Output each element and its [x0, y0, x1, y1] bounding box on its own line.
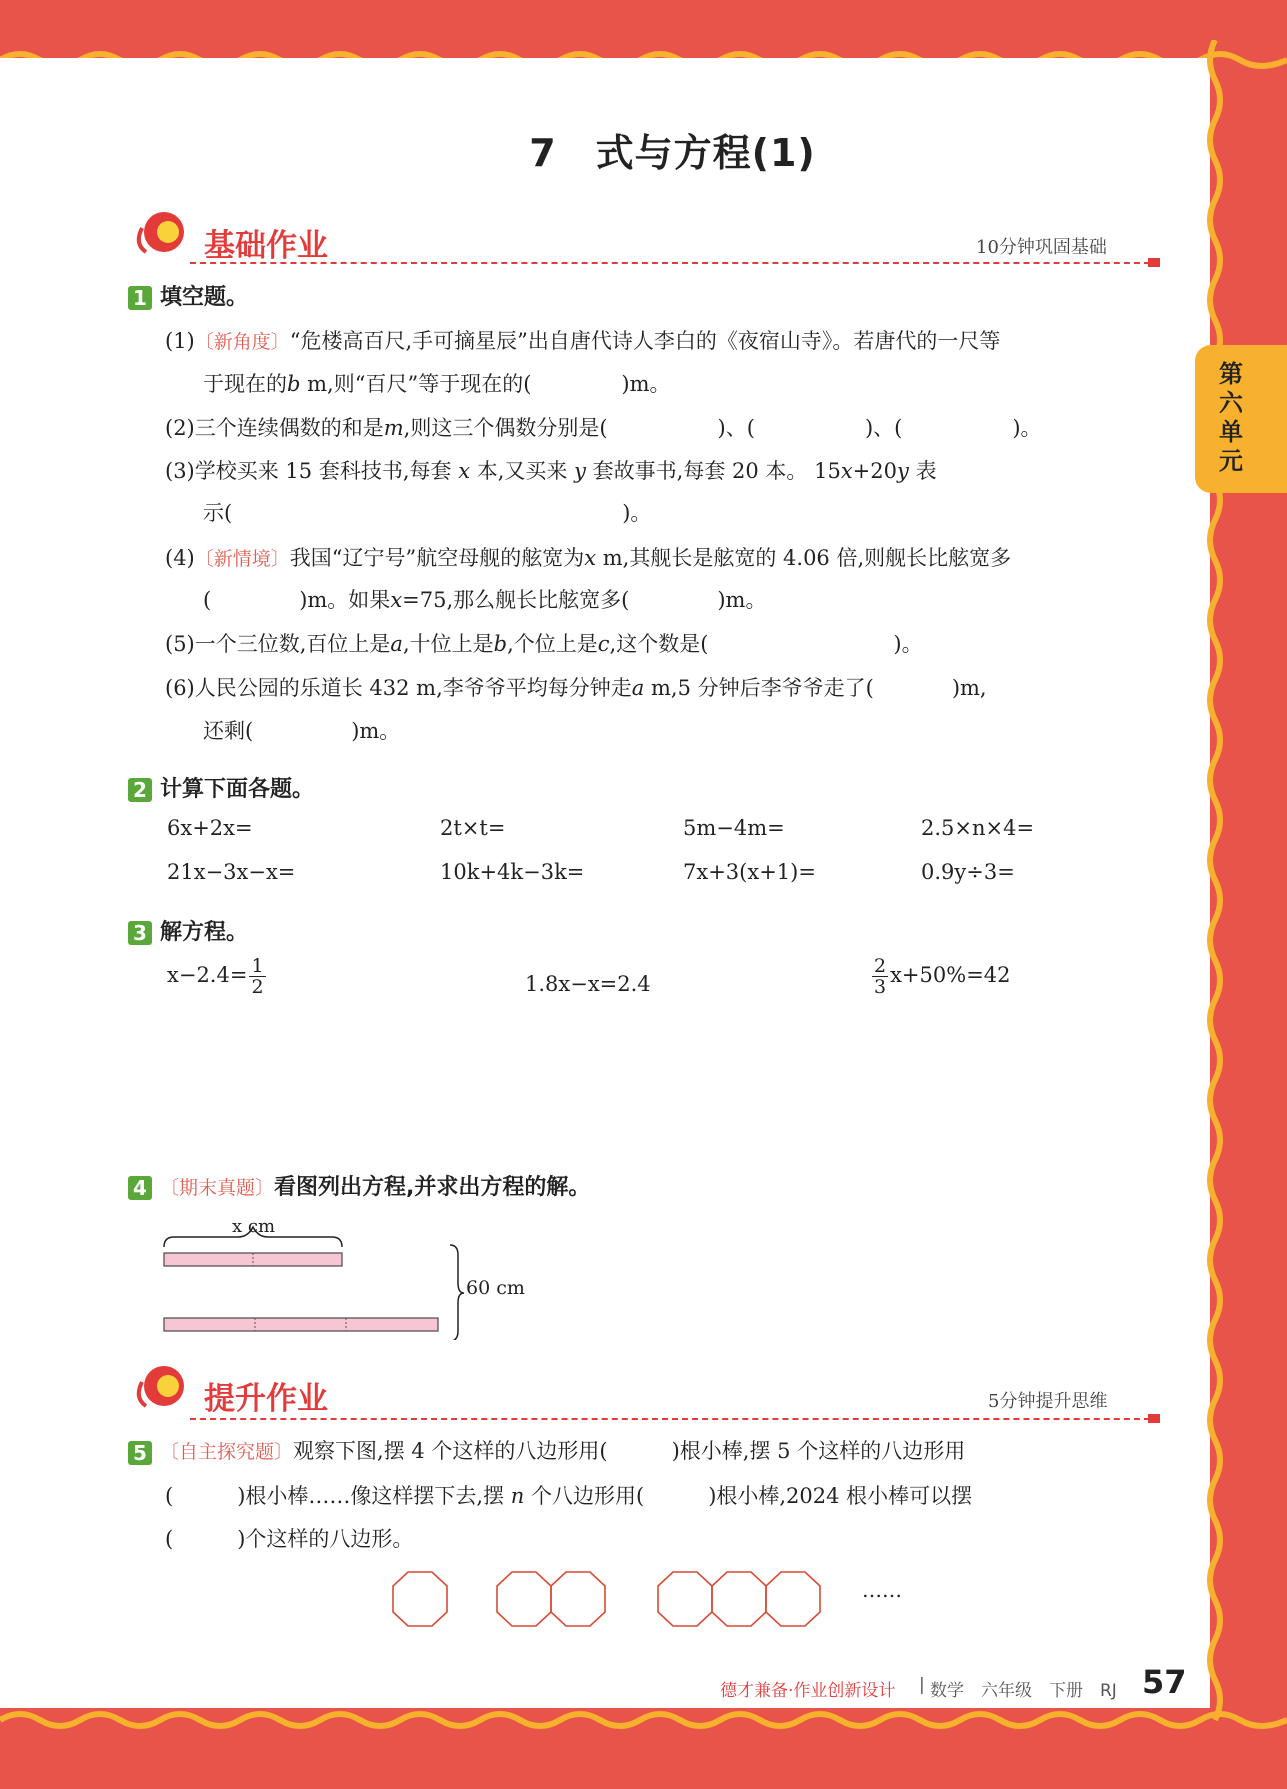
fraction — [872, 956, 888, 997]
q1-p6-line1 — [165, 672, 987, 702]
q4-label-x: x cm — [232, 1216, 276, 1237]
q2-item: 10k+4k−3k= — [440, 860, 585, 884]
mascot-icon — [132, 1362, 192, 1412]
q5-line1 — [128, 1435, 965, 1465]
q1-p5-e: )。 — [893, 632, 923, 656]
q1-p4-b: m,其舰长是舷宽的 4.06 倍,则舰长比舷宽多 — [596, 546, 1012, 570]
q2-heading — [128, 772, 314, 803]
q3-equation-2: 1.8x−x=2.4 — [525, 972, 651, 996]
q1-p5-line — [165, 628, 923, 658]
q1-p1-l2a: 于现在的 — [203, 372, 287, 396]
q1-p6-line2 — [203, 715, 400, 745]
q3-eq3-text: x+50%=42 — [890, 963, 1011, 987]
q3-equation-1 — [167, 956, 268, 997]
q5-line3 — [165, 1523, 413, 1553]
q1-p4-line1 — [165, 542, 1011, 572]
q1-heading-text: 填空题。 — [160, 285, 249, 310]
q2-heading-text: 计算下面各题。 — [160, 777, 315, 802]
section-divider — [190, 1418, 1160, 1420]
q1-p4-var-x: x — [584, 546, 597, 570]
q3-number-badge: 3 — [128, 921, 152, 945]
mascot-icon — [132, 208, 192, 258]
q5-l2b: )根小棒……像这样摆下去,摆 — [237, 1484, 505, 1508]
q5-l2a: ( — [165, 1484, 174, 1508]
q1-p3-e: +20 — [852, 459, 897, 483]
q2-item: 6x+2x= — [167, 816, 253, 840]
q1-p2-e: )。 — [1012, 416, 1042, 440]
q5-l3b: )个这样的八边形。 — [237, 1527, 414, 1551]
q1-p2-line — [165, 412, 1042, 442]
octagon-ellipsis: …… — [862, 1578, 902, 1602]
q1-p6-l2b: )m。 — [351, 719, 401, 743]
q1-p4-l2b: )m。如果 — [299, 588, 391, 612]
q1-p3-x2: x — [840, 459, 853, 483]
fraction-denominator: 2 — [251, 976, 264, 998]
q4-tag: 〔期末真题〕 — [160, 1177, 275, 1199]
q1-p1-l2c: )m。 — [621, 372, 671, 396]
q1-p2-c: )、( — [717, 416, 755, 440]
q4-label-total: 60 cm — [466, 1277, 525, 1299]
q2-item: 5m−4m= — [683, 816, 785, 840]
q1-p5-c: ,个位上是 — [507, 632, 598, 656]
q5-l2c: 个八边形用( — [530, 1484, 645, 1508]
q1-p4-line2 — [203, 584, 766, 614]
q1-p5-d: ,这个数是( — [609, 632, 709, 656]
q1-p1-line1 — [165, 325, 1000, 355]
q1-p2-a: (2)三个连续偶数的和是 — [165, 416, 384, 440]
q2-item: 21x−3x−x= — [167, 860, 296, 884]
q2-item: 0.9y÷3= — [921, 860, 1015, 884]
q1-p3-y2: y — [897, 459, 909, 483]
fraction — [249, 956, 265, 997]
q1-number-badge: 1 — [128, 286, 152, 310]
q3-heading-text: 解方程。 — [160, 920, 249, 945]
q1-p5-var-c: c — [597, 632, 610, 656]
q1-p3-d: 15 — [814, 459, 841, 483]
q5-l1b: )根小棒,摆 5 个这样的八边形用 — [671, 1439, 966, 1463]
q1-p5-var-b: b — [493, 632, 508, 656]
q1-p1-tag: 〔新角度〕 — [194, 331, 290, 353]
fraction-numerator: 1 — [251, 955, 264, 977]
q1-p6-l2a: 还剩( — [203, 719, 254, 743]
footer-brand: 德才兼备·作业创新设计 — [720, 1681, 896, 1701]
q4-number-badge: 4 — [128, 1176, 152, 1200]
q5-line2 — [165, 1480, 972, 1510]
q1-p6-b: m,5 分钟后李爷爷走了( — [644, 676, 874, 700]
q1-p1-var-b: b — [287, 372, 301, 396]
q5-l1a: 观察下图,摆 4 个这样的八边形用( — [293, 1439, 608, 1463]
q1-p3-f: 表 — [915, 459, 937, 483]
q2-item: 7x+3(x+1)= — [683, 860, 816, 884]
octagon-group-2 — [497, 1572, 605, 1626]
q1-p3-l2a: 示( — [203, 501, 233, 525]
section-subtitle-basic: 10分钟巩固基础 — [976, 237, 1107, 258]
q1-p6-a: (6)人民公园的乐道长 432 m,李爷爷平均每分钟走 — [165, 676, 632, 700]
q2-item: 2.5×n×4= — [921, 816, 1035, 840]
q1-p3-b: 本,又买来 — [476, 459, 568, 483]
divider-end-mark — [1148, 1414, 1160, 1423]
q1-p3-c: 套故事书,每套 20 本。 — [592, 459, 808, 483]
octagon-group-1 — [393, 1572, 447, 1626]
q1-p1-text: “危楼高百尺,手可摘星辰”出自唐代诗人李白的《夜宿山寺》。若唐代的一尺等 — [289, 329, 1001, 353]
q1-p5-b: ,十位上是 — [402, 632, 494, 656]
q1-p6-var-a: a — [631, 676, 645, 700]
q1-p4-l2c: =75,那么舰长比舷宽多( — [402, 588, 630, 612]
q1-p2-d: )、( — [864, 416, 903, 440]
q4-heading-text: 看图列出方程,并求出方程的解。 — [274, 1175, 591, 1200]
section-divider — [190, 262, 1160, 264]
divider-end-mark — [1148, 258, 1160, 267]
q1-p4-l2a: ( — [203, 588, 212, 612]
q1-p3-a: (3)学校买来 15 套科技书,每套 — [165, 459, 452, 483]
page-title: 7 式与方程(1) — [529, 131, 816, 175]
unit-side-tab-label: 第六单元 — [1219, 360, 1243, 475]
footer-info: 数学 六年级 下册 RJ — [930, 1681, 1117, 1701]
q3-eq1-text: x−2.4= — [167, 963, 248, 987]
octagon-group-3 — [658, 1572, 820, 1626]
right-wavy-border — [1200, 40, 1230, 1750]
q1-p4-var-x2: x — [390, 588, 403, 612]
footer-separator: | — [919, 1675, 925, 1695]
section-title-basic: 基础作业 — [204, 228, 328, 264]
q1-p6-c: )m, — [951, 676, 987, 700]
page-number: 57 — [1142, 1663, 1187, 1701]
q1-p1-line2 — [203, 368, 671, 398]
section-subtitle-advanced: 5分钟提升思维 — [988, 1391, 1108, 1412]
q1-p4-l2d: )m。 — [717, 588, 767, 612]
q5-l2d: )根小棒,2024 根小棒可以摆 — [708, 1484, 973, 1508]
q3-heading — [128, 915, 248, 946]
q4-heading — [128, 1170, 590, 1201]
q1-p2-b: ,则这三个偶数分别是( — [403, 416, 608, 440]
section-title-advanced: 提升作业 — [204, 1381, 328, 1417]
q5-var-n: n — [510, 1484, 525, 1508]
q1-p3-line1 — [165, 455, 937, 485]
q5-l3a: ( — [165, 1527, 174, 1551]
octagon-pattern — [385, 1565, 845, 1635]
q1-p3-l2b: )。 — [622, 501, 652, 525]
q1-p5-var-a: a — [390, 632, 403, 656]
q1-p3-var-y: y — [574, 459, 586, 483]
q1-p4-prefix: (4) — [165, 546, 195, 570]
q1-p1-l2b: m,则“百尺”等于现在的( — [300, 372, 532, 396]
q1-p4-tag: 〔新情境〕 — [194, 548, 290, 570]
q1-p1-prefix: (1) — [165, 329, 195, 353]
fraction-denominator: 3 — [874, 976, 887, 998]
q1-heading — [128, 280, 248, 311]
q1-p5-a: (5)一个三位数,百位上是 — [165, 632, 391, 656]
q1-p4-a: 我国“辽宁号”航空母舰的舷宽为 — [289, 546, 585, 570]
fraction-numerator: 2 — [874, 955, 887, 977]
q1-p3-var-x: x — [458, 459, 471, 483]
q5-tag: 〔自主探究题〕 — [160, 1441, 294, 1463]
q2-item: 2t×t= — [440, 816, 506, 840]
q5-number-badge: 5 — [128, 1441, 152, 1465]
q1-p3-line2 — [203, 497, 651, 527]
q3-equation-3 — [870, 956, 1011, 997]
q1-p2-var: m — [383, 416, 404, 440]
q2-number-badge: 2 — [128, 778, 152, 802]
